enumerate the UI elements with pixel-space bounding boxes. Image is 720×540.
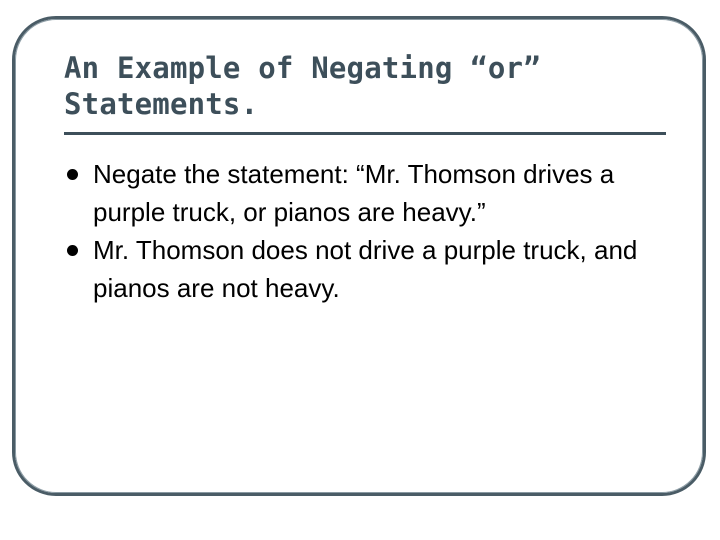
- bullet-dot-icon: [67, 169, 78, 180]
- title-underline: [64, 132, 666, 135]
- bullet-text: Mr. Thomson does not drive a purple truck, and pianos are not heavy.: [93, 235, 638, 303]
- bullet-item: [64, 155, 664, 231]
- bullet-item: [64, 231, 664, 307]
- slide-title: An Example of Negating “or” Statements.: [64, 51, 541, 121]
- bullet-list: [64, 155, 664, 307]
- bullet-text: Negate the statement: “Mr. Thomson drives a purple truck, or pianos are heavy.”: [93, 159, 615, 227]
- bullet-dot-icon: [67, 245, 78, 256]
